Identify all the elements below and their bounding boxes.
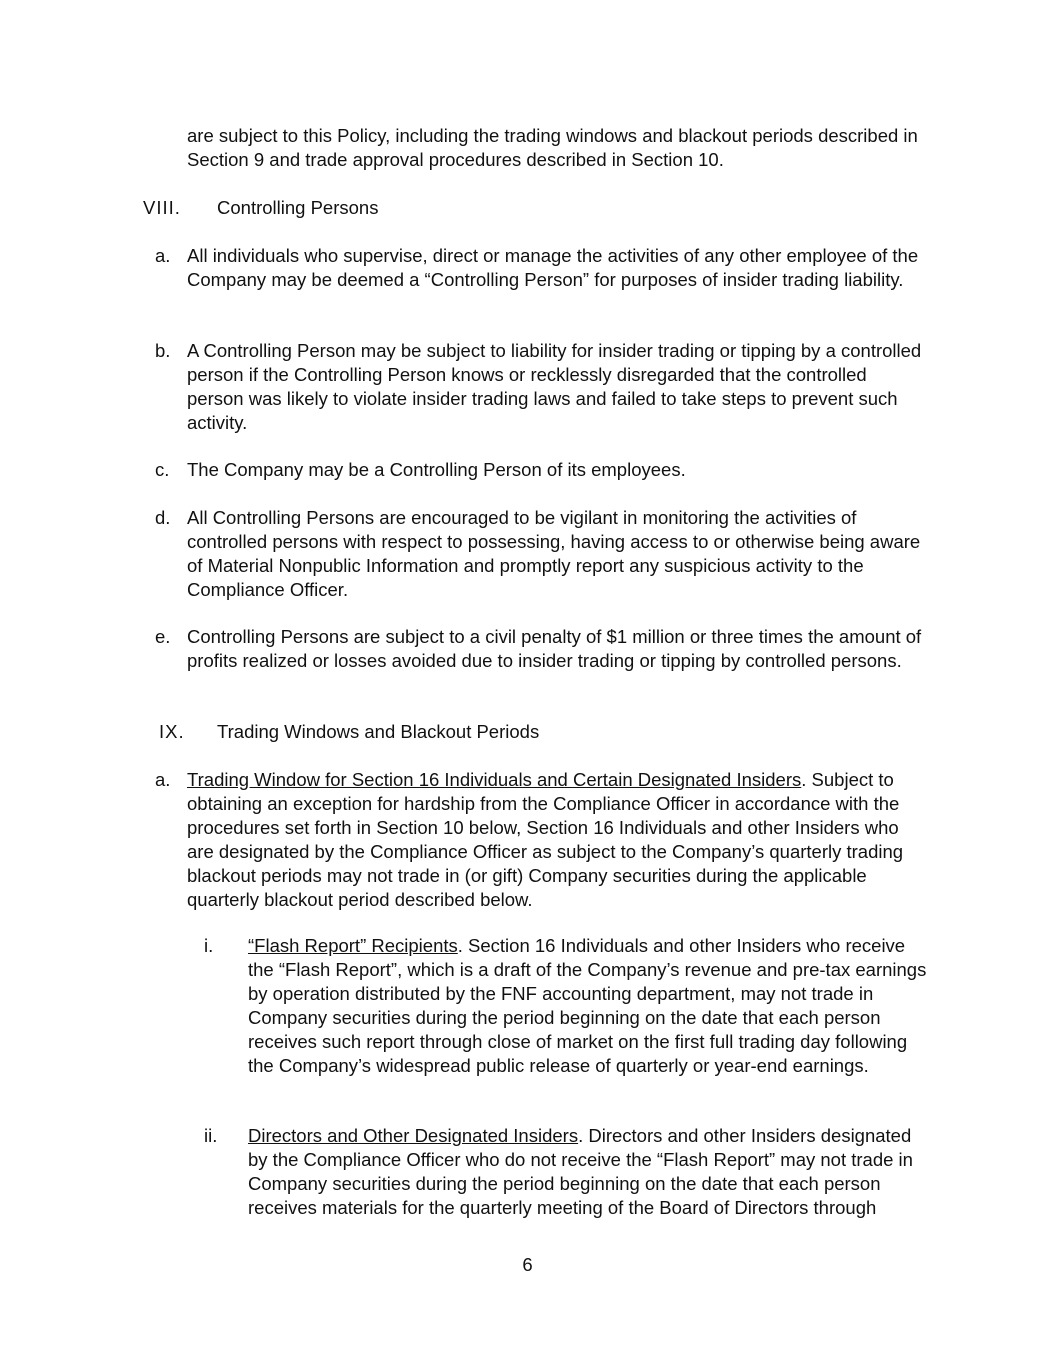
sub-item-body: . Directors and other Insiders designated by the Compliance Officer who do not receive the “Flash Report” may not trade in Company securities during the period beginning on the date that each person receives materials for the quarterly meeting of the Board of Directors through <box>248 1125 913 1218</box>
sub-list-text <box>248 934 933 1078</box>
continuation-paragraph: are subject to this Policy, including the trading windows and blackout periods described in Section 9 and trade approval procedures described in Section 10. <box>187 125 918 170</box>
sub-list-text <box>248 1124 933 1220</box>
list-marker: a. <box>155 245 171 266</box>
sub-list-marker: i. <box>204 935 214 956</box>
list-text: A Controlling Person may be subject to liability for insider trading or tipping by a controlled person if the Controlling Person knows or recklessly disregarded that the controlled person was likely to violate insider trading laws and failed to take steps to prevent such activity. <box>187 340 922 433</box>
page-number: 6 <box>522 1254 533 1275</box>
section-title: Trading Windows and Blackout Periods <box>217 721 540 742</box>
sub-item-body: . Section 16 Individuals and other Insiders who receive the “Flash Report”, which is a draft of the Company’s revenue and pre-tax earnings by operation distributed by the FNF accounting department, may not trade in Company securities during the period beginning on the date that each person receives such report through close of market on the first full trading day following the Company’s widespread public release of quarterly or year-end earnings. <box>248 935 927 1076</box>
list-marker: b. <box>155 340 171 361</box>
section-number: VIII. <box>143 197 181 218</box>
list-text: All Controlling Persons are encouraged to be vigilant in monitoring the activities of controlled persons with respect to possessing, having access to or otherwise being aware of Material Nonpublic Information and promptly report any suspicious activity to the Compliance Officer. <box>187 507 921 600</box>
list-text: The Company may be a Controlling Person of its employees. <box>187 459 686 480</box>
section-title: Controlling Persons <box>217 197 379 218</box>
section-number: IX. <box>159 721 185 742</box>
sub-list-marker: ii. <box>204 1125 218 1146</box>
sub-item-heading: “Flash Report” Recipients <box>248 935 458 956</box>
list-text: Controlling Persons are subject to a civil penalty of $1 million or three times the amount of profits realized or losses avoided due to insider trading or tipping by controlled persons. <box>187 626 922 671</box>
item-heading: Trading Window for Section 16 Individuals and Certain Designated Insiders <box>187 769 802 790</box>
list-marker: e. <box>155 626 171 647</box>
list-marker: a. <box>155 769 171 790</box>
list-text <box>187 768 927 912</box>
section-ix-heading <box>143 720 923 744</box>
list-text: All individuals who supervise, direct or manage the activities of any other employee of the Company may be deemed a “Controlling Person” for purposes of insider trading liability. <box>187 245 919 290</box>
list-marker: c. <box>155 459 170 480</box>
section-viii-heading <box>143 196 923 220</box>
item-body: . Subject to obtaining an exception for hardship from the Compliance Officer in accordance with the procedures set forth in Section 10 below, Section 16 Individuals and other Insiders who are designated by the Compliance Officer as subject to the Company’s quarterly trading blackout periods may not trade in (or gift) Company securities during the applicable quarterly blackout period described below. <box>187 769 904 910</box>
list-marker: d. <box>155 507 171 528</box>
sub-item-heading: Directors and Other Designated Insiders <box>248 1125 579 1146</box>
